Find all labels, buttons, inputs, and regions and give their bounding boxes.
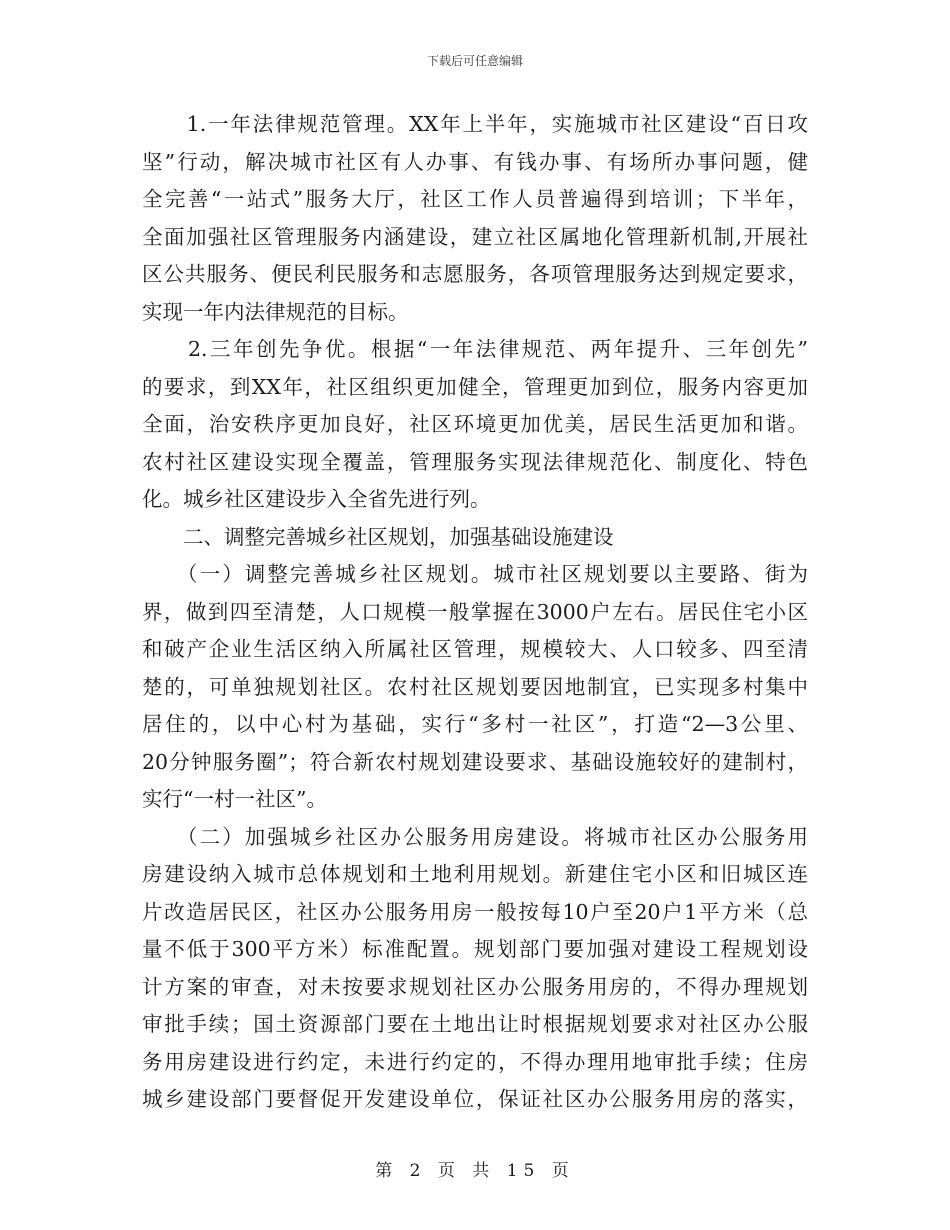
text-line: 全面，治安秩序更加良好，社区环境更加优美，居民生活更加和谐。 <box>142 412 808 436</box>
text-line: 城乡建设部门要督促开发建设单位，保证社区办公服务用房的落实， <box>142 1087 808 1111</box>
document-body <box>142 106 808 1119</box>
text-line: 实行“一村一社区”。 <box>142 787 327 811</box>
text-line: 房建设纳入城市总体规划和土地利用规划。新建住宅小区和旧城区连 <box>142 862 808 886</box>
text-line: 实现一年内法律规范的目标。 <box>142 299 409 324</box>
text-line: 全面加强社区管理服务内涵建设，建立社区属地化管理新机制,开展社 <box>142 224 808 249</box>
page-footer: 第 2 页 共 15 页 <box>375 1161 575 1181</box>
text-line: 务用房建设进行约定，未进行约定的，不得办理用地审批手续；住房 <box>142 1049 808 1074</box>
text-line: 1.一年法律规范管理。XX年上半年，实施城市社区建设“百日攻 <box>142 112 808 136</box>
text-line: 坚”行动，解决城市社区有人办事、有钱办事、有场所办事问题，健 <box>142 149 808 174</box>
text-line: 楚的，可单独规划社区。农村社区规划要因地制宜，已实现多村集中 <box>142 674 808 699</box>
text-line: 计方案的审查，对未按要求规划社区办公服务用房的，不得办理规划 <box>142 974 808 999</box>
page-header: 下载后可任意编辑 <box>426 54 523 68</box>
text-line: 量不低于300平方米）标准配置。规划部门要加强对建设工程规划设 <box>142 937 808 961</box>
text-line: （一）调整完善城乡社区规划。城市社区规划要以主要路、街为 <box>142 562 808 586</box>
text-line: 农村社区建设实现全覆盖，管理服务实现法律规范化、制度化、特色 <box>142 449 808 474</box>
section-heading: 二、调整完善城乡社区规划，加强基础设施建设 <box>142 524 614 549</box>
text-line: 区公共服务、便民利民服务和志愿服务，各项管理服务达到规定要求， <box>142 262 808 286</box>
text-line: 的要求，到XX年，社区组织更加健全，管理更加到位，服务内容更加 <box>142 374 808 399</box>
text-line: 2.三年创先争优。根据“一年法律规范、两年提升、三年创先” <box>142 337 808 361</box>
text-line: 化。城乡社区建设步入全省先进行列。 <box>142 487 491 511</box>
text-line: 全完善“一站式”服务大厅，社区工作人员普遍得到培训；下半年， <box>142 187 808 211</box>
text-line: 片改造居民区，社区办公服务用房一般按每10户至20户1平方米（总 <box>142 899 808 924</box>
text-line: 居住的，以中心村为基础，实行“多村一社区”，打造“2—3公里、 <box>142 712 808 736</box>
text-line: 20分钟服务圈”；符合新农村规划建设要求、基础设施较好的建制村， <box>142 749 808 774</box>
text-line: 审批手续；国土资源部门要在土地出让时根据规划要求对社区办公服 <box>142 1012 808 1036</box>
text-line: 界，做到四至清楚，人口规模一般掌握在3000户左右。居民住宅小区 <box>142 599 808 624</box>
text-line: （二）加强城乡社区办公服务用房建设。将城市社区办公服务用 <box>142 824 808 849</box>
text-line: 和破产企业生活区纳入所属社区管理，规模较大、人口较多、四至清 <box>142 637 808 661</box>
